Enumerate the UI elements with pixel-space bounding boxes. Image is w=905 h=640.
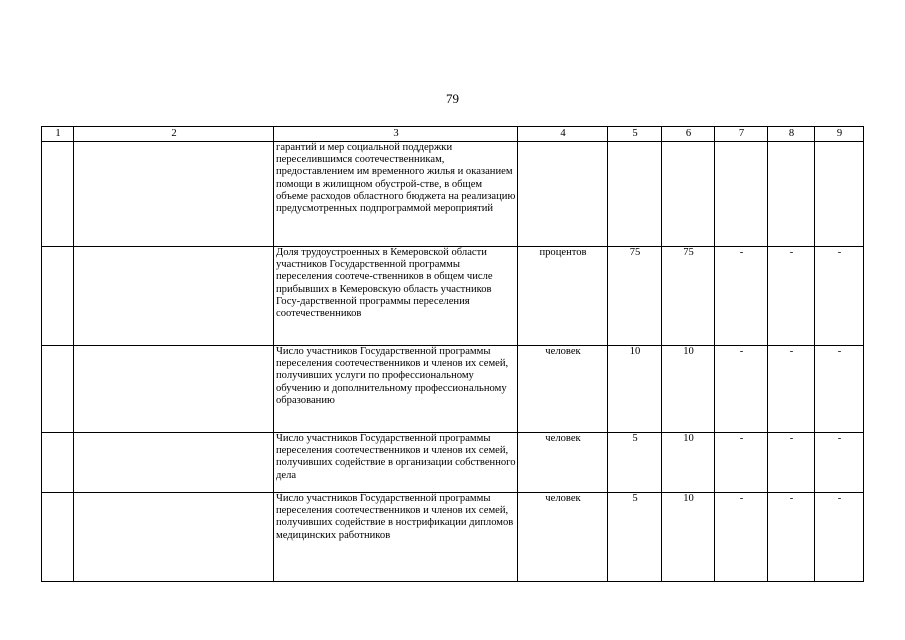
cell-indicator: Число участников Государственной программы переселения соотечественников и членов их семей, получивших содействие в организации собственного дела	[274, 433, 518, 493]
column-header-3: 3	[274, 127, 518, 142]
cell-value-7: -	[715, 247, 768, 346]
cell-value-9: -	[815, 247, 864, 346]
cell-value-6	[662, 142, 715, 247]
cell-value-9	[815, 142, 864, 247]
cell-unit: человек	[518, 346, 608, 433]
cell-number	[42, 493, 74, 582]
cell-name	[74, 433, 274, 493]
column-header-7: 7	[715, 127, 768, 142]
indicator-table	[41, 126, 864, 582]
cell-value-5: 75	[608, 247, 662, 346]
column-header-1: 1	[42, 127, 74, 142]
cell-indicator: гарантий и мер социальной поддержки переселившимся соотечественникам, предоставлением им временного жилья и оказанием помощи в жилищном обустрой-стве, в общем объеме расходов областного бюджета на реализацию предусмотренных подпрограммой мероприятий	[274, 142, 518, 247]
cell-number	[42, 247, 74, 346]
cell-value-9: -	[815, 433, 864, 493]
column-header-6: 6	[662, 127, 715, 142]
table-row	[42, 247, 864, 346]
cell-value-5	[608, 142, 662, 247]
table-row	[42, 346, 864, 433]
cell-value-8: -	[768, 346, 815, 433]
cell-name	[74, 247, 274, 346]
cell-unit: процентов	[518, 247, 608, 346]
cell-value-8: -	[768, 493, 815, 582]
cell-value-8: -	[768, 433, 815, 493]
cell-number	[42, 142, 74, 247]
column-header-9: 9	[815, 127, 864, 142]
cell-name	[74, 142, 274, 247]
cell-value-7	[715, 142, 768, 247]
cell-value-5: 5	[608, 493, 662, 582]
cell-value-7: -	[715, 346, 768, 433]
cell-value-6: 10	[662, 346, 715, 433]
cell-value-6: 10	[662, 493, 715, 582]
cell-value-5: 10	[608, 346, 662, 433]
cell-indicator: Число участников Государственной программы переселения соотечественников и членов их семей, получивших содействие в нострификации дипломов медицинских работников	[274, 493, 518, 582]
cell-indicator: Доля трудоустроенных в Кемеровской области участников Государственной программы переселения соотече-ственников в общем числе прибывших в Кемеровскую область участников Госу-дарственной программы переселения соотечественников	[274, 247, 518, 346]
cell-unit: человек	[518, 433, 608, 493]
cell-value-6: 10	[662, 433, 715, 493]
page-number: 79	[446, 91, 459, 106]
cell-value-7: -	[715, 433, 768, 493]
cell-value-5: 5	[608, 433, 662, 493]
column-header-5: 5	[608, 127, 662, 142]
cell-value-8: -	[768, 247, 815, 346]
cell-value-7: -	[715, 493, 768, 582]
cell-number	[42, 346, 74, 433]
table-row	[42, 433, 864, 493]
cell-value-8	[768, 142, 815, 247]
cell-name	[74, 493, 274, 582]
cell-number	[42, 433, 74, 493]
column-header-2: 2	[74, 127, 274, 142]
cell-value-9: -	[815, 493, 864, 582]
cell-value-9: -	[815, 346, 864, 433]
cell-value-6: 75	[662, 247, 715, 346]
table-row	[42, 142, 864, 247]
column-header-4: 4	[518, 127, 608, 142]
cell-indicator: Число участников Государственной программы переселения соотечественников и членов их семей, получивших услуги по профессиональному обучению и дополнительному профессиональному образованию	[274, 346, 518, 433]
cell-name	[74, 346, 274, 433]
table-row	[42, 493, 864, 582]
cell-unit	[518, 142, 608, 247]
cell-unit: человек	[518, 493, 608, 582]
header-row	[42, 127, 864, 142]
column-header-8: 8	[768, 127, 815, 142]
